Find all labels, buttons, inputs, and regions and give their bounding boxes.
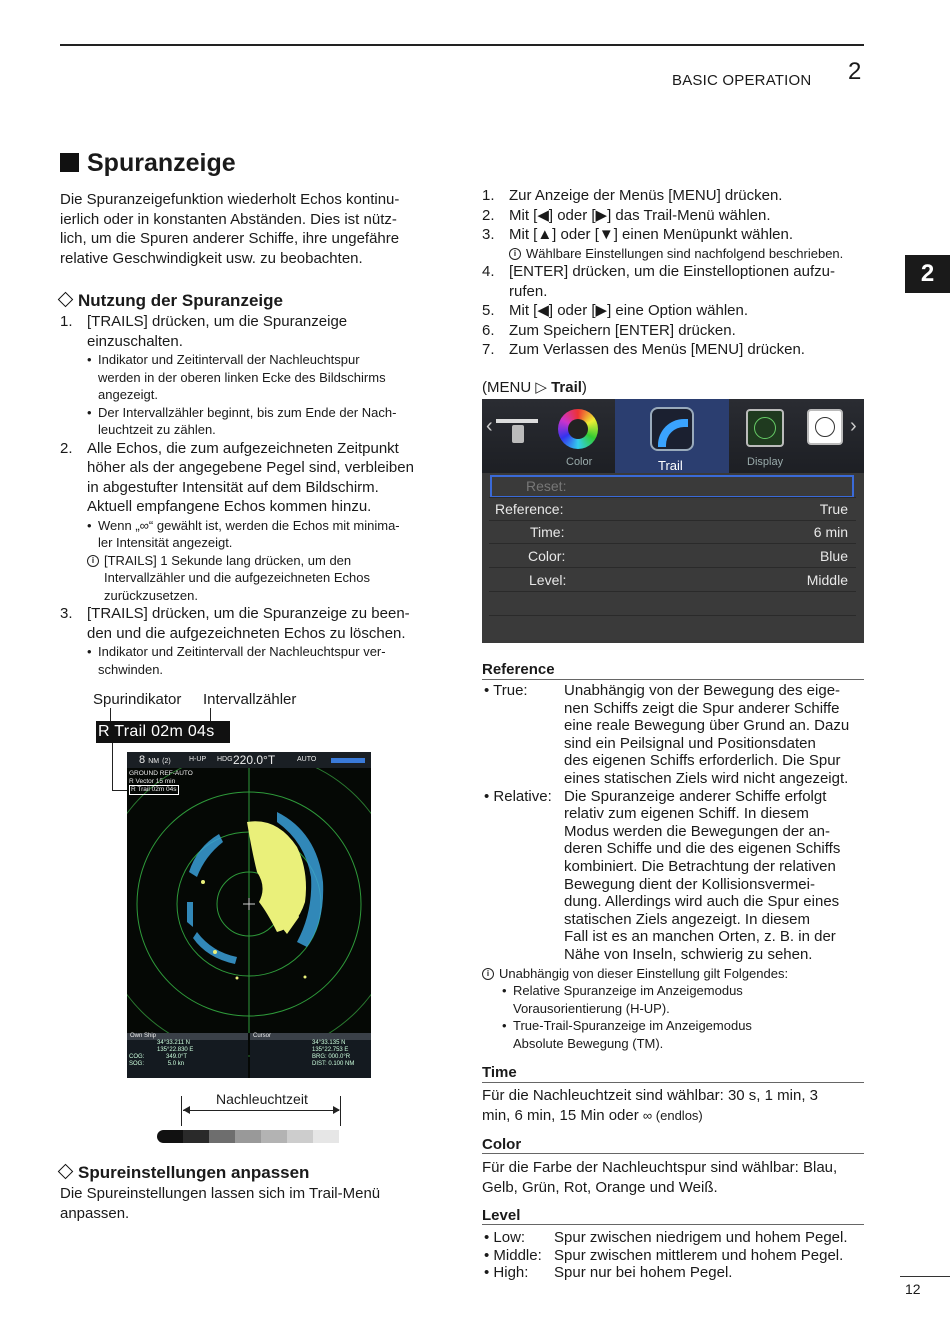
menu-steps (482, 186, 867, 360)
color-heading: Color (482, 1136, 522, 1153)
level-list (482, 1229, 867, 1282)
radar-image (127, 752, 371, 1078)
section-rule (482, 1153, 864, 1154)
page-title: Spuranzeige (60, 148, 236, 178)
gradient-swatch (209, 1130, 235, 1143)
gradient-swatch (287, 1130, 313, 1143)
color-wheel-icon (558, 409, 598, 449)
radar-screen (127, 752, 371, 1078)
section-rule (482, 1224, 864, 1225)
usage-heading: Nutzung der Spuranzeige (57, 290, 283, 312)
trail-indicator-box: R Trail 02m 04s (96, 721, 230, 743)
note: i Wählbare Einstellungen sind nachfolgend beschrieben. (509, 245, 867, 263)
time-paragraph: Für die Nachleuchtzeit sind wählbar: 30 s, 1 min, 3 min, 6 min, 15 Min oder ∞ (endlos) (482, 1087, 818, 1124)
menu-step: 1. Zur Anzeige der Menüs [MENU] drücken. (482, 187, 783, 204)
tab-display-label[interactable]: Display (747, 456, 784, 468)
bullet: • Der Intervallzähler beginnt, bis zum Ende der Nach- leuchtzeit zu zählen. (87, 404, 445, 439)
section-title: BASIC OPERATION (672, 72, 812, 89)
arrow-left-icon (183, 1106, 190, 1114)
gradient-swatch (183, 1130, 209, 1143)
usage-step-3: 3. [TRAILS] drücken, um die Spuranzeige zu been- den und die aufgezeichneten Echos zu löschen. • Indikator und Zeitintervall der Nachleuchtspur ver- schwinden. (60, 604, 445, 678)
orientation-mode: H-UP (189, 756, 207, 763)
target-icon (807, 409, 843, 445)
diamond-icon (58, 292, 74, 308)
adjust-heading: Spureinstellungen anpassen (57, 1162, 309, 1184)
trail-menu-screenshot (482, 399, 864, 643)
reference-relative: • Relative: Die Spuranzeige anderer Schiffe erfolgt relativ zum eigenen Schiff. In diesem Modus werden die Bewegungen der an- deren Schiffe und die des eigenen Schiffs kombiniert. Die Betrachtung der relativen Bewegung dient der Kollisionsvermei- dung. Allerdings wird auch die Spur eines statischen Ziels angezeigt. In diesem Fall ist es an manchen Orten, z. B. in der Nähe von Inseln, schwierig zu sehen. (484, 787, 841, 963)
time-heading: Time (482, 1064, 517, 1081)
tab-trail-label[interactable]: Trail (658, 458, 683, 473)
gradient-swatch (235, 1130, 261, 1143)
page-number-rule (900, 1276, 950, 1277)
leader-line (110, 708, 111, 722)
bullet: • Wenn „∞“ gewählt ist, werden die Echos mit minima- ler Intensität angezeigt. (87, 517, 445, 552)
header-rule (60, 44, 864, 46)
menu-row-level[interactable]: Level: Middle (489, 569, 856, 592)
range-value: 8 NM (2) (139, 754, 171, 766)
reference-heading: Reference (482, 661, 555, 678)
hdg-label: HDG (217, 756, 233, 763)
trail-icon (650, 407, 694, 451)
chevron-right-icon[interactable]: › (850, 415, 857, 437)
info-icon: i (509, 248, 521, 260)
menu-step: 4. [ENTER] drücken, um die Einstelloptionen aufzu- rufen. (482, 263, 835, 300)
chevron-left-icon[interactable]: ‹ (486, 415, 493, 437)
color-paragraph: Für die Farbe der Nachleuchtspur sind wählbar: Blau, Gelb, Grün, Rot, Orange und Weiß. (482, 1159, 838, 1196)
tab-color-label[interactable]: Color (566, 456, 593, 468)
section-rule (482, 679, 864, 680)
menu-row-reset[interactable]: Reset: (489, 475, 856, 498)
menu-step: 3. Mit [▲] oder [▼] einen Menüpunkt wählen. i Wählbare Einstellungen sind nachfolgend beschrieben. (482, 225, 867, 262)
afterglow-label: Nachleuchtzeit (216, 1091, 308, 1107)
level-item: • Low: Spur zwischen niedrigem und hohem Pegel. (484, 1229, 848, 1246)
antenna-icon (496, 419, 538, 423)
note: i Unabhängig von dieser Einstellung gilt Folgendes: • Relative Spuranzeige im Anzeigemodus Vorausorientierung (H-UP). • True-Trail-Spuranzeige im Anzeigemodus Absolute Bewegung (TM). (482, 965, 867, 1053)
usage-step-1: 1. [TRAILS] drücken, um die Spuranzeige einzuschalten. • Indikator und Zeitintervall der Nachleuchtspur werden in der oberen linken Ecke des Bildschirms angezeigt. • Der Intervallzähler beginnt, bis zum Ende der Nach- leuchtzeit zu zählen. (60, 312, 445, 439)
menu-row-empty (489, 593, 856, 616)
menu-step: 2. Mit [◀] oder [▶] das Trail-Menü wählen. (482, 206, 771, 224)
intensity-gradient (157, 1130, 342, 1143)
dimension-arrow (183, 1110, 339, 1111)
square-bullet-icon (60, 153, 79, 172)
menu-path: (MENU ▷ Trail) (482, 379, 587, 396)
reference-true: • True: Unabhängig von der Bewegung des eige- nen Schiffs zeigt die Spur anderer Schiffe eine reale Bewegung über Grund an. Dazu sind ein Peilsignal und Positionsdaten des eigenen Schiffs erforderlich. Die Spur eines statischen Ziels wird nicht angezeigt. (484, 682, 850, 787)
leader-line (210, 708, 211, 722)
bullet: • Indikator und Zeitintervall der Nachleuchtspur werden in der oberen linken Ecke des Bildschirms angezeigt. (87, 351, 445, 404)
adjust-paragraph: Die Spureinstellungen lassen sich im Trail-Menü anpassen. (60, 1185, 381, 1222)
usage-steps (60, 312, 445, 678)
diamond-icon (58, 1164, 74, 1180)
level-item: • High: Spur nur bei hohem Pegel. (484, 1264, 733, 1282)
page-number: 12 (905, 1281, 921, 1297)
leader-line (112, 743, 113, 791)
dimension-tick (181, 1096, 182, 1126)
bullet: • Relative Spuranzeige im Anzeigemodus Vorausorientierung (H-UP). (502, 982, 867, 1017)
gain-mode: AUTO (297, 756, 317, 763)
menu-step: 7. Zum Verlassen des Menüs [MENU] drücken. (482, 341, 805, 358)
bullet: • True-Trail-Spuranzeige im Anzeigemodus Absolute Bewegung (TM). (502, 1017, 867, 1052)
usage-step-2: 2. Alle Echos, die zum aufgezeichneten Zeitpunkt höher als der angegebene Pegel sind, verbleiben in abgestufter Intensität auf dem Bildschirm. Aktuell empfangene Echos kommen hinzu. • Wenn „∞“ gewählt ist, werden die Echos mit minima- ler Intensität angezeigt. i [TRAILS] 1 Sekunde lang drücken, um den Intervallzähler und die aufgezeichneten Echos zurückzusetzen. (60, 439, 445, 605)
display-icon (746, 409, 784, 447)
gradient-swatch (261, 1130, 287, 1143)
menu-row-color[interactable]: Color: Blue (489, 545, 856, 568)
dimension-tick (340, 1096, 341, 1126)
bullet: • Indikator und Zeitintervall der Nachleuchtspur ver- schwinden. (87, 643, 445, 678)
trail-indicator-label: Spurindikator (93, 691, 182, 708)
section-rule (482, 1082, 864, 1083)
menu-tab-bar (482, 399, 864, 473)
cursor-panel: Cursor 34°33.135 N 135°22.753 E BRG: 000.0°R DIST: 0.100 NM (250, 1033, 371, 1078)
reference-list (482, 682, 867, 1052)
leader-line (112, 790, 128, 791)
chapter-tab: 2 (905, 255, 950, 293)
own-ship-panel: Own Ship 34°33.211 N 135°22.830 E COG: 349.0°T SOG: 5.0 kn (127, 1033, 248, 1078)
interval-counter-label: Intervallzähler (203, 691, 297, 708)
level-heading: Level (482, 1207, 521, 1224)
info-icon: i (482, 968, 494, 980)
note: i [TRAILS] 1 Sekunde lang drücken, um den Intervallzähler und die aufgezeichneten Echos zurückzusetzen. (87, 552, 445, 605)
heading-value: 220.0°T (233, 753, 276, 767)
info-icon: i (87, 555, 99, 567)
gain-bar (331, 758, 365, 763)
menu-row-time[interactable]: Time: 6 min (489, 521, 856, 544)
gradient-swatch (157, 1130, 183, 1143)
arrow-right-icon (333, 1106, 340, 1114)
intro-paragraph: Die Spuranzeigefunktion wiederholt Echos kontinu- ierlich oder in konstanten Abständen. Dies ist nütz- lich, um die Spuren anderer Schiffe, ihre ungefähre relative Geschwindigkeit usw. zu beobachten. (60, 191, 400, 267)
chapter-number: 2 (848, 58, 862, 85)
menu-step: 6. Zum Speichern [ENTER] drücken. (482, 321, 736, 339)
menu-step: 5. Mit [◀] oder [▶] eine Option wählen. (482, 302, 749, 319)
antenna-icon (512, 425, 524, 443)
radar-info-lines: GROUND REF-AUTO R Vector 15 min R Trail 02m 04s (129, 770, 193, 793)
radar-status-bar (127, 752, 371, 768)
level-item: • Middle: Spur zwischen mittlerem und hohem Pegel. (484, 1246, 844, 1264)
gradient-swatch (313, 1130, 339, 1143)
menu-row-reference[interactable]: Reference: True (489, 498, 856, 521)
